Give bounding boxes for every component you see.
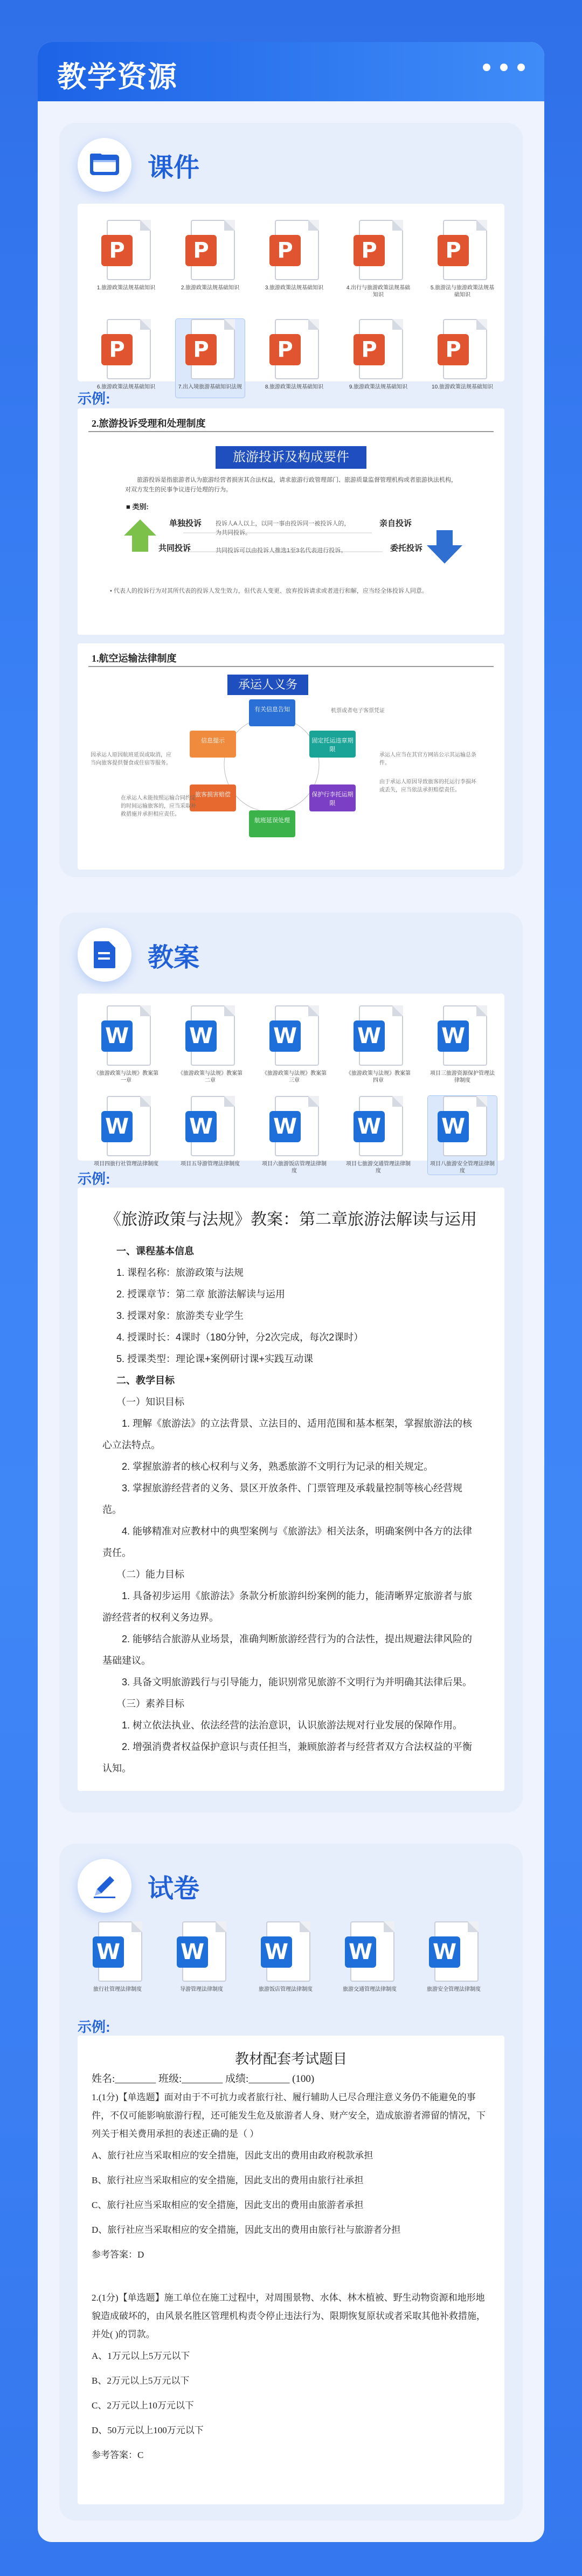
document-line: 1. 课程名称：旅游政策与法规 (116, 1267, 244, 1278)
ppt-file-icon: P (354, 220, 403, 280)
file-name: 《旅游政策与法规》教案第一章 (94, 1071, 158, 1084)
document-title: 《旅游政策与法规》教案：第二章旅游法解读与运用 (105, 1211, 477, 1228)
file-item[interactable] (92, 220, 161, 298)
word-file-icon: W (438, 1005, 487, 1066)
node-compensation: 旅客损害赔偿 (190, 784, 236, 811)
file-name: 项目四旅行社管理法律制度 (94, 1161, 158, 1167)
exam-title: 教材配套考试题目 (234, 2051, 347, 2067)
lesson-plan-section (59, 913, 523, 1813)
file-item[interactable] (419, 1921, 488, 2000)
exam-paper (78, 2036, 504, 2504)
file-item[interactable] (428, 1096, 497, 1175)
section-title: 试卷 (148, 1873, 200, 1904)
answer-1: 参考答案：D (92, 2249, 144, 2260)
section-title: 课件 (148, 152, 200, 183)
file-name: 9.旅游政策法规基础知识 (349, 384, 408, 390)
slide-intro: 旅游投诉是指旅游者认为旅游经营者损害其合法权益，请求旅游行政管理部门、旅游质量监督管理机构或者旅游执法机构，对双方发生的民事争议进行处理的行为。 (125, 477, 457, 493)
node-checkin: 固定托运违章期限 (309, 731, 356, 758)
file-name: 项目七旅游交通管理法律制度 (346, 1161, 411, 1174)
example-slide-aviation (78, 643, 504, 870)
self-complaint: 亲自投诉 (379, 519, 412, 528)
window-dots (483, 64, 525, 71)
document-line: 一、课程基本信息 (116, 1246, 194, 1256)
slide-heading: 1.航空运输法律制度 (92, 653, 177, 664)
document-line: 2. 掌握旅游者的核心权利与义务，熟悉旅游不文明行为记录的相关规定。 (122, 1461, 434, 1472)
file-item[interactable] (260, 319, 329, 398)
ppt-file-icon: P (269, 319, 319, 379)
pen-icon (78, 1859, 131, 1913)
file-item[interactable] (344, 220, 413, 298)
file-name: 5.旅游法与旅游政策法规基础知识 (430, 285, 495, 298)
single-desc: 投诉人A人以上，以同一事由投诉同一被投诉人的，为共同投诉。 (216, 520, 350, 536)
answer-option: A、旅行社应当采取相应的安全措施，因此支出的费用由政府税款承担 (92, 2150, 373, 2161)
file-name: 4.出行与旅游政策法规基础知识 (346, 285, 411, 298)
exam-file-row (78, 1919, 504, 2011)
document-line: 1. 理解《旅游法》的立法背景、立法目的、适用范围和基本框架，掌握旅游法的核心立法特点。 (102, 1418, 473, 1450)
document-line: 1. 具备初步运用《旅游法》条款分析旅游纠纷案例的能力，能清晰界定旅游者与旅游经营者的权利义务边界。 (102, 1591, 473, 1623)
node-info: 信息提示 (190, 731, 236, 758)
file-name: 《旅游政策与法规》教案第四章 (346, 1071, 411, 1084)
file-name: 10.旅游政策法规基础知识 (432, 384, 493, 390)
answer-option: B、旅行社应当采取相应的安全措施，因此支出的费用由旅行社承担 (92, 2175, 364, 2185)
file-item[interactable] (344, 319, 413, 398)
single-complaint: 单独投诉 (169, 519, 202, 528)
document-line: 4. 授课时长：4课时（180分钟，分2次完成，每次2课时） (116, 1332, 364, 1343)
word-file-icon: W (261, 1921, 310, 1982)
file-name: 旅行社管理法律制度 (93, 1987, 142, 1992)
file-name: 8.旅游政策法规基础知识 (265, 384, 324, 390)
answer-option: C、2万元以上10万元以下 (92, 2400, 194, 2411)
question-1: 1.(1分)【单选题】面对由于不可抗力或者旅行社、履行辅助人已尽合理注意义务仍不能避免的事件，不仅可能影响旅游行程，还可能发生危及旅游者人身、财产安全，造成旅游者滞留的情况，下列关于相关费用承担的表述正确的是（ ） (92, 2092, 486, 2139)
courseware-section (59, 123, 523, 877)
document-line: 1. 树立依法执业、依法经营的法治意识，认识旅游法规对行业发展的保障作用。 (122, 1720, 463, 1731)
word-file-icon: W (269, 1096, 319, 1156)
example-slide-complaint (78, 408, 504, 635)
joint-desc: 共同投诉可以由投诉人推选1至3名代表进行投诉。 (216, 547, 347, 554)
slide-note: • 代表人的投诉行为对其所代表的投诉人发生效力，但代表人变更、放弃投诉请求或者进行和解，应当经全体投诉人同意。 (110, 588, 428, 594)
node-luggage: 保护行李托运期限 (309, 784, 356, 811)
ppt-file-icon: P (185, 220, 235, 280)
document-line: 2. 能够结合旅游从业场景，准确判断旅游经营行为的合法性，提出规避法律风险的基础建议。 (102, 1634, 473, 1666)
left-note: 因承运人原因航班延误或取消，应当向旅客提供餐食或住宿等服务。 (91, 752, 171, 766)
types-label: ■ 类别: (126, 503, 149, 511)
joint-complaint: 共同投诉 (158, 544, 191, 553)
word-file-icon: W (354, 1096, 403, 1156)
ppt-file-grid (78, 204, 504, 390)
ppt-file-icon: P (269, 220, 319, 280)
file-item[interactable] (176, 319, 245, 398)
file-item[interactable] (428, 319, 497, 398)
file-name: 7.出入境旅游基础知识法规 (178, 384, 242, 390)
ppt-file-icon: P (354, 319, 403, 379)
student-info-line: 姓名:________ 班级:________ 成绩:________ (100) (92, 2073, 315, 2085)
slide-banner: 旅游投诉及构成要件 (216, 446, 366, 469)
word-file-icon: W (429, 1921, 479, 1982)
file-item[interactable] (335, 1921, 404, 2000)
file-item[interactable] (260, 220, 329, 298)
file-name: 项目八旅游安全管理法律制度 (430, 1161, 495, 1174)
example-label: 示例: (78, 1171, 110, 1187)
folder-icon (78, 138, 131, 192)
file-name: 项目五导游管理法律制度 (181, 1161, 240, 1167)
answer-option: D、50万元以上100万元以下 (92, 2425, 204, 2435)
word-file-icon: W (185, 1005, 235, 1066)
file-item[interactable] (428, 220, 497, 298)
file-item[interactable] (344, 1005, 413, 1084)
file-item[interactable] (176, 1096, 245, 1175)
file-name: 导游管理法律制度 (180, 1987, 223, 1992)
left-note-2: 在承运人未能按照运输合同约定的时间运输旅客的，应当采取补救措施并承担相应责任。 (121, 795, 196, 817)
file-name: 项目三旅游资源保护管理法律制度 (430, 1071, 495, 1084)
word-file-icon: W (101, 1096, 151, 1156)
file-name: 项目六旅游饭店管理法律制度 (262, 1161, 327, 1174)
document-line: 3. 授课对象：旅游类专业学生 (116, 1310, 244, 1321)
word-file-icon: W (185, 1096, 235, 1156)
header-banner (38, 42, 544, 101)
file-item[interactable] (176, 220, 245, 298)
file-name: 1.旅游政策法规基础知识 (96, 285, 156, 291)
slide-banner: 承运人义务 (227, 675, 308, 695)
file-item[interactable] (176, 1005, 245, 1084)
example-label: 示例: (78, 2019, 110, 2035)
file-name: 旅游饭店管理法律制度 (259, 1987, 313, 1992)
example-label: 示例: (78, 391, 110, 407)
file-item[interactable] (92, 319, 161, 398)
ppt-file-icon: P (438, 220, 487, 280)
word-file-grid (78, 994, 504, 1174)
file-item[interactable] (260, 1096, 329, 1175)
page-title: 教学资源 (57, 60, 178, 94)
answer-option: D、旅行社应当采取相应的安全措施，因此支出的费用由旅行社与旅游者分担 (92, 2225, 401, 2235)
file-item[interactable] (344, 1096, 413, 1175)
word-file-icon: W (354, 1005, 403, 1066)
exam-section (59, 1844, 523, 2521)
document-line: 2. 增强消费者权益保护意识与责任担当，兼顾旅游者与经营者双方合法权益的平衡认知。 (102, 1741, 473, 1774)
word-file-icon: W (177, 1921, 226, 1982)
question-2: 2.(1分)【单选题】施工单位在施工过程中，对周围景物、水体、林木植被、野生动物资源和地形地貌造成破坏的，由风景名胜区管理机构责令停止违法行为、限期恢复原状或者采取其他补救措施，并处( )的罚款。 (92, 2293, 486, 2339)
document-icon (78, 928, 131, 982)
file-item[interactable] (92, 1096, 161, 1175)
file-name: 《旅游政策与法规》教案第三章 (262, 1071, 327, 1084)
file-name: 《旅游政策与法规》教案第二章 (178, 1071, 242, 1084)
answer-option: C、旅行社应当采取相应的安全措施，因此支出的费用由旅游者承担 (92, 2200, 364, 2210)
top-note: 机票或者电子客票凭证 (331, 708, 385, 714)
file-item[interactable] (428, 1005, 497, 1084)
document-line: 2. 授课章节：第二章 旅游法解读与运用 (116, 1289, 286, 1300)
file-item[interactable] (83, 1921, 152, 2000)
right-note: 承运人应当在其官方网站公示其运输总条件。 (379, 752, 476, 766)
document-line: 3. 具备文明旅游践行与引导能力，能识别常见旅游不文明行为并明确其法律后果。 (122, 1677, 473, 1688)
ppt-file-icon: P (101, 319, 151, 379)
document-line: 二、教学目标 (116, 1375, 175, 1386)
file-name: 3.旅游政策法规基础知识 (265, 285, 324, 291)
file-item[interactable] (167, 1921, 236, 2000)
ppt-file-icon: P (438, 319, 487, 379)
node-inform: 有关信息告知 (249, 699, 295, 726)
right-note-2: 由于承运人原因导致旅客的托运行李损坏或丢失，应当依法承担赔偿责任。 (379, 779, 476, 793)
answer-option: B、2万元以上5万元以下 (92, 2376, 190, 2386)
word-file-icon: W (93, 1921, 142, 1982)
word-file-icon: W (438, 1096, 487, 1156)
file-name: 旅游交通管理法律制度 (343, 1987, 397, 1992)
ppt-file-icon: P (185, 319, 235, 379)
answer-option: A、1万元以上5万元以下 (92, 2351, 190, 2361)
word-file-icon: W (269, 1005, 319, 1066)
entrust-complaint: 委托投诉 (390, 544, 423, 553)
document-line: 4. 能够精准对应教材中的典型案例与《旅游法》相关法条，明确案例中各方的法律责任。 (102, 1526, 473, 1558)
section-title: 教案 (148, 942, 200, 973)
file-name: 6.旅游政策法规基础知识 (96, 384, 156, 390)
document-line: （一）知识目标 (116, 1397, 184, 1407)
answer-2: 参考答案：C (92, 2450, 144, 2460)
document-line: （二）能力目标 (116, 1569, 184, 1580)
main-card (38, 42, 544, 2542)
word-file-icon: W (101, 1005, 151, 1066)
node-delay: 航班延误处理 (249, 810, 295, 837)
file-name: 旅游安全管理法律制度 (427, 1987, 481, 1992)
document-line: 5. 授课类型：理论课+案例研讨课+实践互动课 (116, 1353, 314, 1364)
file-name: 2.旅游政策法规基础知识 (181, 285, 240, 291)
file-item[interactable] (251, 1921, 320, 2000)
file-item[interactable] (260, 1005, 329, 1084)
document-line: 3. 掌握旅游经营者的义务、景区开放条件、门票管理及承载量控制等核心经营规范。 (102, 1483, 463, 1515)
slide-heading: 2.旅游投诉受理和处理制度 (92, 418, 206, 429)
file-item[interactable] (92, 1005, 161, 1084)
ppt-file-icon: P (101, 220, 151, 280)
word-file-icon: W (345, 1921, 394, 1982)
lesson-plan-document (78, 1188, 504, 1791)
document-line: （三）素养目标 (116, 1698, 184, 1709)
